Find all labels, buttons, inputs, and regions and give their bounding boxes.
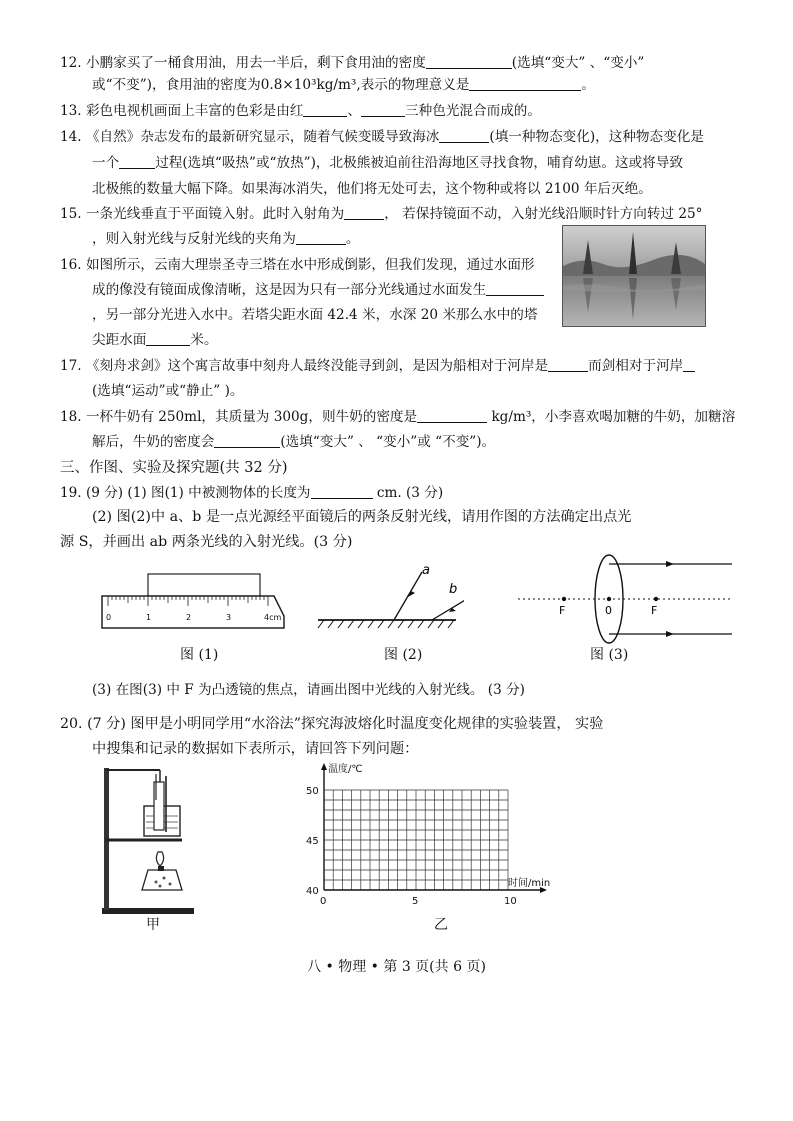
q19-line-1: 19. (9 分) (1) 图(1) 中被测物体的长度为 cm. (3 分) — [60, 485, 444, 501]
three-pagodas-photo — [562, 225, 706, 327]
reflected-ray-b — [432, 590, 464, 620]
q20-line-2: 中搜集和记录的数据如下表所示，请回答下列问题： — [92, 741, 419, 757]
q19-line-4: (3) 在图(3) 中 F 为凸透镜的焦点，请画出图中光线的入射光线。 (3 分) — [92, 682, 525, 698]
fig-jia-caption: 甲 — [146, 917, 160, 933]
answer-blank[interactable] — [417, 408, 487, 423]
ray-b-label: b — [449, 582, 458, 597]
page-footer: 八 • 物理 • 第 3 页(共 6 页) — [307, 959, 486, 975]
y-axis-label: 温度/℃ — [328, 764, 363, 775]
ray-a-label: a — [422, 563, 430, 578]
lens-figure — [516, 552, 736, 648]
ruler-tick-label: 3 — [226, 613, 232, 622]
measured-object — [148, 574, 260, 596]
optical-center-label: 0 — [605, 604, 612, 617]
answer-blank[interactable] — [311, 484, 373, 499]
answer-blank[interactable] — [296, 230, 346, 245]
alcohol-lamp — [142, 870, 182, 890]
q14-line-3: 北极熊的数量大幅下降。如果海冰消失，他们将无处可去，这个物种或将以 2100 年后灭绝。 — [92, 181, 652, 197]
temperature-time-chart — [300, 760, 560, 920]
q16-line-1: 16. 如图所示，云南大理崇圣寺三塔在水中形成倒影，但我们发现，通过水面形 — [60, 257, 535, 273]
focus-right-label: F — [651, 604, 658, 617]
q17-line-1: 17. 《刻舟求剑》这个寓言故事中刻舟人最终没能寻到剑，是因为船相对于河岸是 而剑相对于河岸 — [60, 357, 695, 375]
q15-line-2: ，则入射光线与反射光线的夹角为 。 — [92, 231, 360, 247]
q18-line-1: 18. 一杯牛奶有 250ml，其质量为 300g，则牛奶的密度是 kg/m³，小李喜欢喝加糖的牛奶，加糖溶 — [60, 409, 736, 425]
fig1-caption: 图 (1) — [180, 647, 219, 663]
x-tick-label: 0 — [320, 896, 327, 907]
q19-line-3: 源 S，并画出 ab 两条光线的入射光线。(3 分) — [60, 534, 353, 550]
ruler-tick-label: 2 — [186, 613, 192, 622]
q18-line-2: 解后，牛奶的密度会 (选填“变大” 、 “变小”或 “不变”)。 — [92, 434, 496, 450]
answer-blank[interactable] — [469, 76, 581, 91]
fig2-caption: 图 (2) — [384, 647, 423, 663]
ruler — [102, 596, 284, 628]
answer-blank[interactable] — [548, 357, 588, 372]
answer-blank[interactable] — [361, 102, 405, 117]
answer-blank[interactable] — [119, 154, 155, 169]
fig-yi-caption: 乙 — [434, 917, 448, 933]
answer-blank[interactable] — [146, 331, 190, 346]
reflected-ray-a — [394, 572, 422, 620]
answer-blank[interactable] — [344, 205, 384, 220]
q16-line-4: 尖距水面 米。 — [92, 332, 218, 348]
ruler-tick-label: 1 — [146, 613, 152, 622]
y-tick-label: 40 — [306, 886, 319, 897]
ruler-tick-label: 0 — [106, 613, 112, 622]
answer-blank[interactable] — [486, 281, 544, 296]
q15-line-1: 15. 一条光线垂直于平面镜入射。此时入射角为 ， 若保持镜面不动，入射光线沿顺时针方向转过 25° — [60, 206, 703, 222]
x-tick-label: 5 — [412, 896, 419, 907]
q20-line-1: 20. (7 分) 图甲是小明同学用“水浴法”探究海波熔化时温度变化规律的实验装置， 实验 — [60, 716, 604, 732]
q12-line-2: 或“不变”)，食用油的密度为0.8×10³kg/m³,表示的物理意义是 。 — [92, 77, 596, 93]
answer-blank[interactable] — [683, 357, 695, 372]
q16-line-3: ，另一部分光进入水中。若塔尖距水面 42.4 米，水深 20 米那么水中的塔 — [92, 307, 538, 323]
ruler-tick-label: 4cm — [264, 613, 282, 622]
x-axis-label: 时间/min — [508, 878, 551, 889]
mirror-figure — [314, 560, 464, 640]
q16-line-2: 成的像没有镜面成像清晰，这是因为只有一部分光线通过水面发生 — [92, 281, 544, 299]
ruler-figure — [98, 568, 288, 638]
y-axis-arrow — [321, 763, 327, 770]
answer-blank[interactable] — [214, 433, 280, 448]
q12-line-1: 12. 小鹏家买了一桶食用油，用去一半后，剩下食用油的密度 (选填“变大” 、“变小” — [60, 55, 645, 71]
q19-line-2: (2) 图(2)中 a、b 是一点光源经平面镜后的两条反射光线，请用作图的方法确定出点光 — [92, 509, 632, 525]
flame — [156, 852, 163, 866]
answer-blank[interactable] — [439, 128, 489, 143]
q14-line-2: 一个 过程(选填“吸热”或“放热”)，北极熊被迫前往沿海地区寻找食物，哺育幼崽。这或将导致 — [92, 155, 683, 171]
y-tick-label: 50 — [306, 786, 319, 797]
fig3-caption: 图 (3) — [590, 647, 629, 663]
q14-line-1: 14. 《自然》杂志发布的最新研究显示，随着气候变暖导致海冰 (填一种物态变化)，这种物态变化是 — [60, 129, 704, 145]
y-tick-label: 45 — [306, 836, 319, 847]
water-bath-apparatus — [96, 760, 196, 920]
section-heading: 三、作图、实验及探究题(共 32 分) — [60, 460, 288, 476]
focus-left-label: F — [559, 604, 566, 617]
x-tick-label: 10 — [504, 896, 517, 907]
answer-blank[interactable] — [426, 54, 512, 69]
answer-blank[interactable] — [303, 102, 347, 117]
q17-line-2: (选填“运动”或“静止” )。 — [92, 383, 244, 399]
q13-line: 13. 彩色电视机画面上丰富的色彩是由红 、 三种色光混合而成的。 — [60, 103, 541, 119]
